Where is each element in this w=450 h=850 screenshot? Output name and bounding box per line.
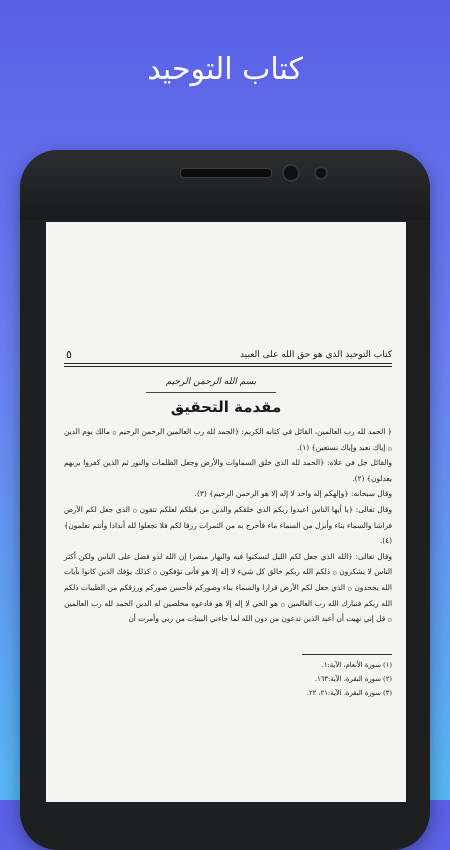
phone-top-bezel [20,150,430,220]
footnote-rule [302,654,392,655]
page-number: ٥ [66,348,72,361]
header-rule [64,363,392,364]
phone-screen[interactable] [46,222,406,802]
paragraph: وقال تعالى: ﴿الله الذي جعل لكم الليل لتسكنوا فيه والنهار مبصرا إن الله لذو فضل على الناس ولكن أكثر الناس لا يشكرون ۞ ذلكم الله ربكم خالق كل شيء لا إله إلا هو فأنى تؤفكون ۞ كذلك يؤفك الذين كانوا بآيات الله يجحدون ۞ الذي جعل لكم الأرض قرارا والسماء بناء وصوركم فأحسن صوركم ورزقكم من الطيبات ذلكم الله ربكم فتبارك الله رب العالمين ۞ هو الحي لا إله إلا هو فادعوه مخلصين له الدين الحمد لله رب العالمين ۞ قل إني نهيت أن أعبد الذين تدعون من دون الله لما جاءني البينات من ربي وأمرت أن [64,551,392,624]
basmala: بسم الله الرحمن الرحيم [146,372,276,393]
front-camera-icon [282,164,300,182]
running-title: كتاب التوحيد الذي هو حق الله على العبيد [240,350,392,360]
paragraph: وقال سبحانه: ﴿وإلهكم إله واحد لا إله إلا هو الرحمن الرحيم﴾ (٣). [194,489,392,499]
paragraph: ﴿ الحمد لله رب العالمين، القائل في كتابه الكريم: ﴿الحمد لله رب العالمين الرحمن الرحيم ۞ مالك يوم الدين ۞ إياك نعبد وإياك نستعين﴾ (١). [64,427,392,452]
paragraph: وقال تعالى: ﴿يا أيها الناس اعبدوا ربكم الذي خلقكم والذين من قبلكم لعلكم تتقون ۞ الذي جعل لكم الأرض فراشا والسماء بناء وأنزل من السماء ماء فأخرج به من الثمرات رزقا لكم فلا تجعلوا لله أندادا وأنتم تعلمون﴾ (٤). [64,504,392,546]
chapter-heading: مقدمة التحقيق [170,398,282,416]
paragraph: والقائل جل في علاه: ﴿الحمد لله الذي خلق السماوات والأرض وجعل الظلمات والنور ثم الذين كفروا بربهم يعدلون﴾ (٢). [64,458,392,483]
promo-title: كتاب التوحيد [147,52,303,87]
footnote: (٣) سورة البقرة، الآية:٢١، ٢٢. [306,689,392,697]
footnotes [64,658,392,700]
footnote: (٢) سورة البقرة، الآية:١٦٣. [314,675,392,683]
running-head [64,346,392,364]
page-body [64,424,392,627]
sensor-icon [314,166,328,180]
phone-frame [20,150,430,850]
book-page[interactable] [46,222,406,802]
footnote: (١) سورة الأنعام، الآية:١. [321,661,392,669]
header-rule-thin [64,366,392,367]
earpiece-speaker [180,168,272,178]
phone-bottom-bezel [20,802,430,850]
